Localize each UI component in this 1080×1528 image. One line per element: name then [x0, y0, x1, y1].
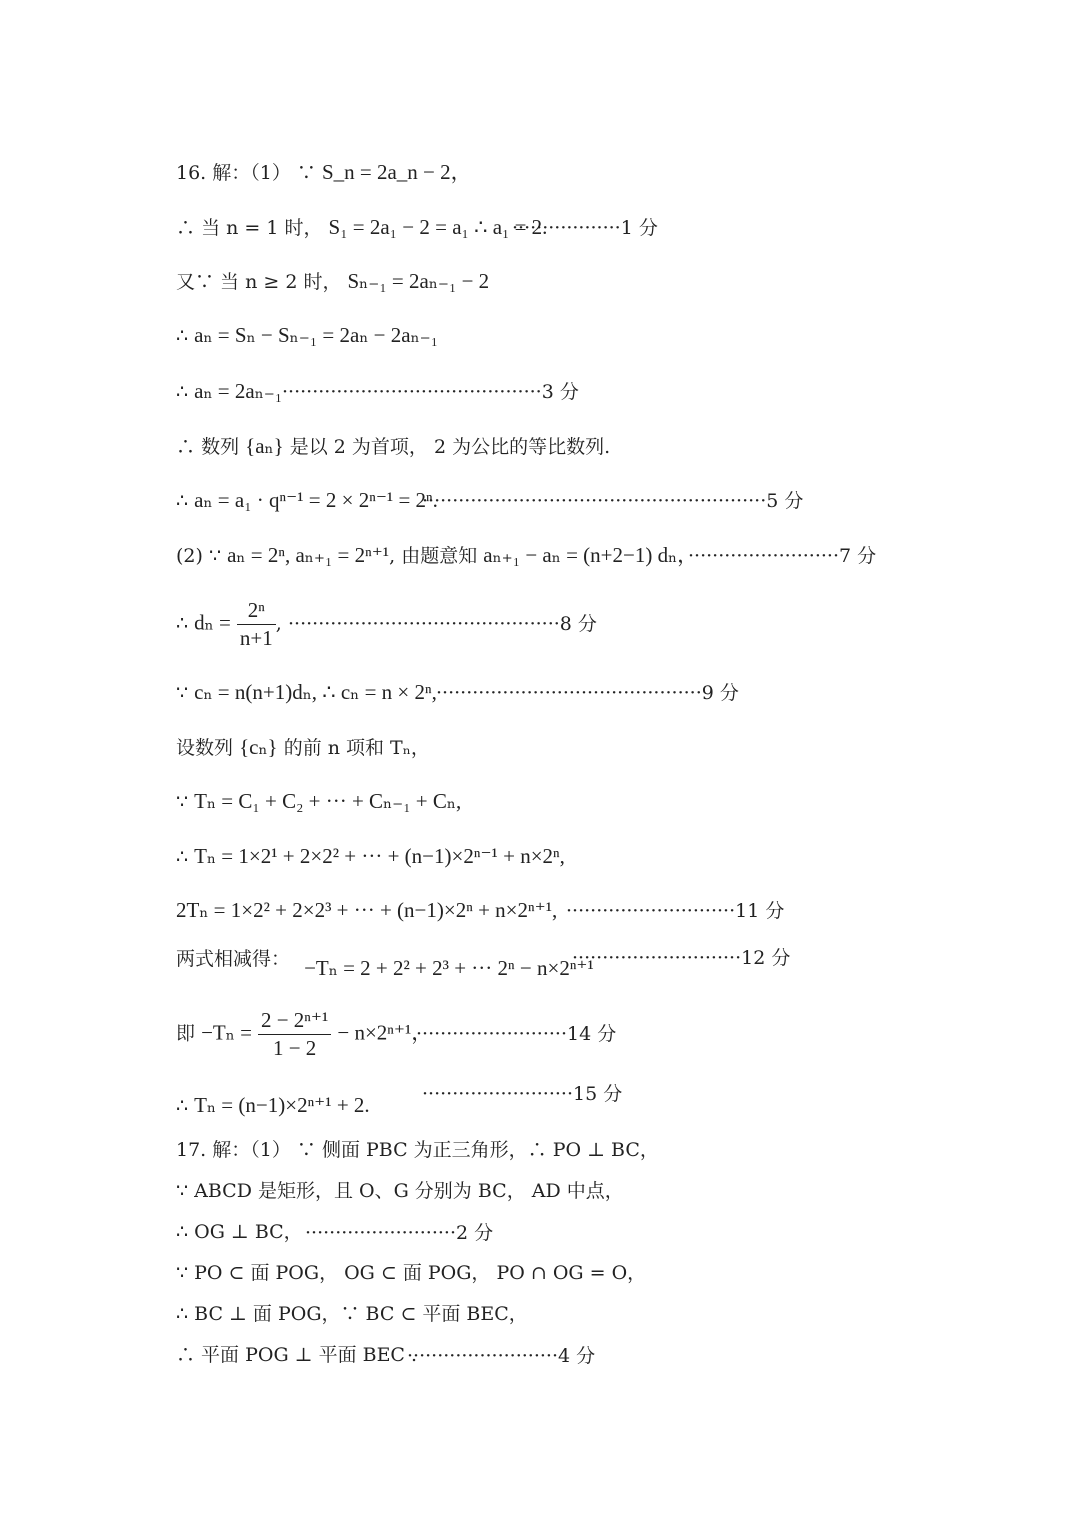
score-12: ····························12 分 — [572, 947, 791, 969]
sol17-l6: ∴ 平面 POG ⊥ 平面 BEC . — [176, 1344, 418, 1366]
sol16-line-3 — [176, 269, 489, 294]
sol16-l16-lhs: −Tₙ = — [201, 1020, 252, 1045]
sequence-a-brace: {aₙ} — [245, 434, 284, 458]
sol17-l1: ∵ 侧面 PBC 为正三角形，∴ PO ⊥ BC， — [296, 1139, 659, 1161]
sol16-l6-text-a: 数列 — [201, 436, 240, 458]
score-1: ··················1 分 — [512, 217, 658, 239]
sol16-line-6 — [176, 434, 610, 459]
fraction-t — [258, 1008, 331, 1061]
therefore-symbol: ∴ — [176, 436, 196, 458]
sol16-heading: 16. 解：（1） — [176, 162, 291, 184]
sol17-l2: ∵ ABCD 是矩形，且 O、G 分别为 BC， AD 中点， — [176, 1180, 624, 1202]
sol16-line-8: (2) ∵ aₙ = 2ⁿ, aₙ₊₁ = 2ⁿ⁺¹, 由题意知 aₙ₊₁ − aₙ = (n+2−1) dₙ， — [176, 543, 699, 567]
sol16-l7-math: aₙ = a₁ · qⁿ⁻¹ = 2 × 2ⁿ⁻¹ = 2ⁿ. — [194, 488, 438, 512]
sol17-line-1 — [176, 1139, 659, 1162]
because-symbol: ∵ — [176, 682, 189, 704]
sol16-line-13 — [176, 844, 565, 869]
sol16-line-10 — [176, 680, 437, 705]
fraction-denominator: n+1 — [239, 626, 273, 651]
sol16-l17-math: Tₙ = (n−1)×2ⁿ⁺¹ + 2. — [194, 1093, 370, 1117]
score-11: ····························11 分 — [566, 900, 785, 922]
therefore-symbol: ∴ — [176, 612, 189, 635]
sol16-l16-text: 即 — [176, 1022, 196, 1045]
sol16-line-7 — [176, 488, 438, 513]
sol17-line-3 — [176, 1221, 303, 1244]
sol16-l2-text: 当 n = 1 时， — [201, 217, 323, 239]
sol17-line-5 — [176, 1303, 528, 1326]
sol16-l11-text: 设数列 — [176, 737, 234, 759]
sol16-l16-rest: − n×2ⁿ⁺¹， — [337, 1020, 433, 1045]
because-symbol: ∵ — [296, 162, 316, 184]
sol16-l5-math: aₙ = 2aₙ₋₁ — [194, 379, 283, 403]
fraction-denominator: 1 − 2 — [272, 1036, 317, 1061]
score-5: ·························································5 分 — [422, 490, 804, 512]
fraction-numerator: 2 − 2ⁿ⁺¹ — [258, 1008, 331, 1035]
sol16-l9-lhs: dₙ = — [194, 610, 231, 635]
sol16-part2: (2) ∵ — [176, 545, 222, 567]
sol17-line-2 — [176, 1180, 624, 1203]
sequence-c-brace: {cₙ} — [239, 735, 278, 759]
sol16-l2-math: S₁ = 2a₁ − 2 = a₁ ∴ a₁ = 2. — [328, 215, 548, 239]
sol16-l3-text: 又∵ 当 n ≥ 2 时， — [176, 271, 342, 293]
score-3: ···········································3 分 — [282, 381, 579, 403]
score-14: ·························14 分 — [416, 1023, 617, 1045]
therefore-symbol: ∴ — [176, 217, 196, 239]
sol16-l12-math: Tₙ = C₁ + C₂ + ··· + Cₙ₋₁ + Cₙ, — [194, 789, 462, 813]
sol16-condition: S_n = 2a_n − 2， — [321, 160, 472, 184]
sol16-l11-text-b: 的前 n 项和 Tₙ， — [283, 737, 430, 759]
sol16-line-11 — [176, 735, 430, 760]
sol16-l8-math2: aₙ₊₁ − aₙ = (n+2−1) dₙ， — [483, 543, 699, 567]
sol16-line-1 — [176, 160, 472, 185]
sol16-line-14 — [176, 898, 557, 923]
sol17-line-4 — [176, 1262, 646, 1285]
sol16-l8-math: aₙ = 2ⁿ, aₙ₊₁ = 2ⁿ⁺¹ — [227, 543, 390, 567]
score-15: ·························15 分 — [422, 1083, 623, 1105]
sol17-l4: ∵ PO ⊂ 面 POG， OG ⊂ 面 POG， PO ∩ OG = O， — [176, 1262, 647, 1284]
sol16-line-12 — [176, 789, 461, 814]
therefore-symbol: ∴ — [176, 1095, 189, 1117]
sol16-line-2 — [176, 215, 547, 240]
fraction-numerator: 2ⁿ — [237, 598, 276, 625]
score-2: ·························2 分 — [305, 1222, 494, 1244]
sol16-l15-math: −Tₙ = 2 + 2² + 2³ + ··· 2ⁿ − n×2ⁿ⁺¹ — [304, 956, 594, 980]
sol16-l6-text-b: 是以 2 为首项， 2 为公比的等比数列. — [289, 436, 611, 458]
sol16-l4-math: aₙ = Sₙ − Sₙ₋₁ = 2aₙ − 2aₙ₋₁ — [194, 323, 439, 347]
sol16-line-9: ∴ dₙ = $\frac{\text{2ⁿ}}{n+1}$ , — [176, 598, 282, 651]
because-symbol: ∵ — [176, 791, 189, 813]
sol16-l10-math: cₙ = n(n+1)dₙ, ∴ cₙ = n × 2ⁿ, — [194, 680, 437, 704]
sol16-l15-text: 两式相减得： — [176, 948, 291, 970]
sol16-l8-text: 由题意知 — [401, 545, 478, 567]
sol16-line-16 — [176, 1008, 432, 1061]
sol16-l13-math: Tₙ = 1×2¹ + 2×2² + ··· + (n−1)×2ⁿ⁻¹ + n×2ⁿ, — [194, 844, 565, 868]
sol16-l3-math: Sₙ₋₁ = 2aₙ₋₁ − 2 — [347, 269, 490, 293]
score-4: ·························4 分 — [407, 1345, 596, 1367]
sol17-heading: 17. 解：（1） — [176, 1139, 291, 1161]
therefore-symbol: ∴ — [176, 846, 189, 868]
therefore-symbol: ∴ — [176, 490, 189, 512]
sol17-line-6 — [176, 1344, 417, 1367]
score-7: ·························7 分 — [688, 545, 877, 567]
sol16-line-4 — [176, 323, 438, 348]
sol17-l3: ∴ OG ⊥ BC， — [176, 1221, 303, 1243]
sol16-l14-math: 2Tₙ = 1×2² + 2×2³ + ··· + (n−1)×2ⁿ + n×2ⁿ⁺¹, — [176, 898, 558, 922]
sol16-line-5 — [176, 379, 282, 404]
sol16-line-17 — [176, 1093, 370, 1118]
sol16-line-15 — [176, 946, 594, 980]
therefore-symbol: ∴ — [176, 325, 189, 347]
therefore-symbol: ∴ — [176, 381, 189, 403]
fraction-d — [237, 598, 276, 651]
score-8: ·············································8 分 — [288, 613, 597, 635]
sol17-l5: ∴ BC ⊥ 面 POG，∵ BC ⊂ 平面 BEC， — [176, 1303, 528, 1325]
score-9: ············································9 分 — [436, 682, 739, 704]
